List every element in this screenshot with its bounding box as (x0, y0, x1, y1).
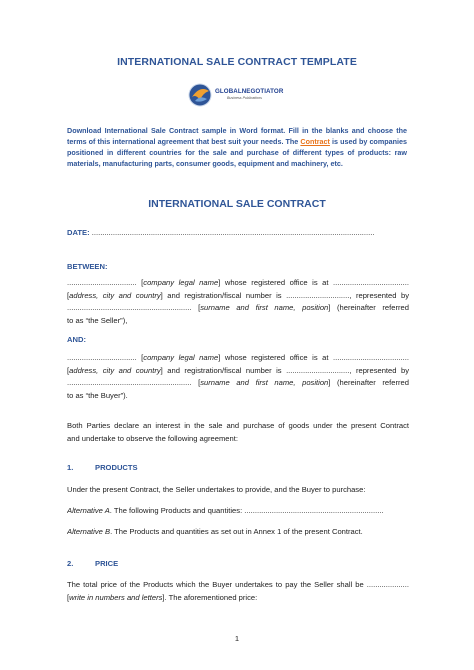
date-blank: ...................................................................................................................................... (89, 228, 375, 237)
section-products-heading: 1. PRODUCTS (67, 463, 138, 472)
parties-paragraph: Both Parties declare an interest in the sale and purchase of goods under the present Contract and undertake to observe the following agreement: (67, 421, 409, 443)
seller-line-2: [address, city and country] and registration/fiscal number is .............................., represented by (67, 290, 409, 300)
seller-line-1: ................................. [company legal name] whose registered office is at .................................... (67, 278, 409, 287)
globe-logo-icon (186, 81, 214, 109)
between-label: BETWEEN: (67, 262, 108, 271)
buyer-line-3: ........................................................... [surname and first name, position] (hereinafter referred (67, 378, 409, 387)
globalnegotiator-logo (186, 81, 296, 111)
contract-heading: INTERNATIONAL SALE CONTRACT (148, 198, 326, 210)
document-title: INTERNATIONAL SALE CONTRACT TEMPLATE (117, 56, 357, 68)
logo-tagline: Business Publications (227, 96, 262, 100)
section-price-heading: 2. PRICE (67, 559, 119, 568)
buyer-line-2: [address, city and country] and registration/fiscal number is .............................., represented by (67, 365, 409, 375)
price-paragraph: The total price of the Products which the Buyer undertakes to pay the Seller shall be .................... [write in numbers and letters]. The aforementioned price: (67, 580, 409, 602)
date-line (67, 228, 409, 238)
seller-block (67, 277, 409, 327)
logo-wordmark: GLOBALNEGOTIATOR (215, 88, 284, 95)
contract-link[interactable]: Contract (300, 137, 330, 146)
page-number: 1 (234, 634, 240, 643)
seller-line-4: to as “the Seller”), (67, 315, 128, 325)
intro-paragraph: Download International Sale Contract sample in Word format. Fill in the blanks and choose the terms of this international agreement that best suit your needs. The Contract is used by companies positioned in different countries for the sale and purchase of different types of products: raw materials, manufacturing parts, consumer goods, equipment and machinery, etc. (67, 126, 407, 168)
products-intro: Under the present Contract, the Seller undertakes to provide, and the Buyer to purchase: (67, 485, 366, 494)
products-alternative-a: Alternative A. The following Products and quantities: .................................................................. (67, 506, 384, 515)
products-alternative-b: Alternative B. The Products and quantities as set out in Annex 1 of the present Contract. (67, 527, 363, 536)
and-label: AND: (67, 335, 86, 344)
buyer-line-1: ................................. [company legal name] whose registered office is at .................................... (67, 353, 409, 362)
buyer-line-4: to as “the Buyer”). (67, 390, 128, 400)
buyer-block (67, 352, 409, 402)
date-label: DATE: (67, 228, 90, 237)
seller-line-3: ........................................................... [surname and first name, position] (hereinafter referred (67, 303, 409, 312)
